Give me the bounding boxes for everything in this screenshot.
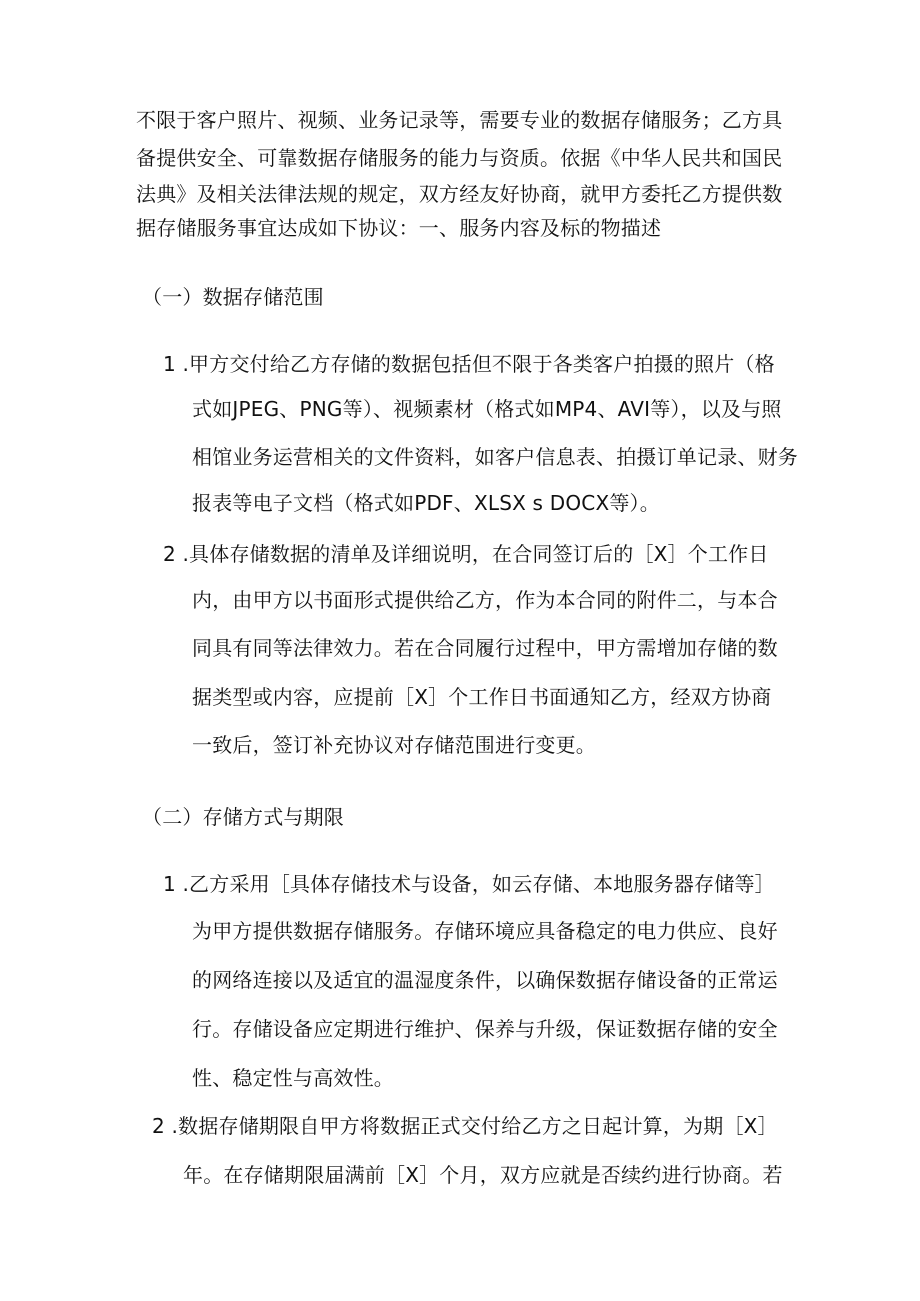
section-1-heading: （一）数据存储范围 xyxy=(142,285,324,309)
section-2-item-1-line-2: 为甲方提供数据存储服务。存储环境应具备稳定的电力供应、良好 xyxy=(192,919,778,943)
section-1-item-2-line-5: 一致后，签订补充协议对存储范围进行变更。 xyxy=(192,733,596,757)
section-1-item-1-line-4: 报表等电子文档（格式如PDF、XLSX s DOCX等）。 xyxy=(192,491,660,515)
section-2-item-2-line-2: 年。在存储期限届满前［X］个月，双方应就是否续约进行协商。若 xyxy=(183,1163,783,1187)
section-1-item-1-line-2: 式如JPEG、PNG等）、视频素材（格式如MP4、AVI等），以及与照 xyxy=(192,397,782,421)
section-2-item-1-line-4: 行。存储设备应定期进行维护、保养与升级，保证数据存储的安全 xyxy=(192,1017,778,1041)
intro-line-3: 法典》及相关法律法规的规定，双方经友好协商，就甲方委托乙方提供数 xyxy=(136,182,783,206)
section-1-item-1-line-1: 1 .甲方交付给乙方存储的数据包括但不限于各类客户拍摄的照片（格 xyxy=(163,352,775,376)
section-2-item-2-line-1: 2 .数据存储期限自甲方将数据正式交付给乙方之日起计算，为期［X］ xyxy=(152,1114,778,1138)
section-1-item-2-line-3: 同具有同等法律效力。若在合同履行过程中，甲方需增加存储的数 xyxy=(192,636,778,660)
section-1-item-2-line-4: 据类型或内容，应提前［X］个工作日书面通知乙方，经双方协商 xyxy=(192,685,772,709)
section-2-item-1-line-3: 的网络连接以及适宜的温湿度条件，以确保数据存储设备的正常运 xyxy=(192,968,778,992)
intro-line-4: 据存储服务事宜达成如下协议：一、服务内容及标的物描述 xyxy=(136,216,662,240)
intro-line-1: 不限于客户照片、视频、业务记录等，需要专业的数据存储服务；乙方具 xyxy=(136,108,783,132)
section-2-item-1-line-1: 1 .乙方采用［具体存储技术与设备，如云存储、本地服务器存储等］ xyxy=(163,872,775,896)
section-1-item-2-line-2: 内，由甲方以书面形式提供给乙方，作为本合同的附件二，与本合 xyxy=(192,588,778,612)
section-1-item-1-line-3: 相馆业务运营相关的文件资料，如客户信息表、拍摄订单记录、财务 xyxy=(192,445,798,469)
section-2-item-1-line-5: 性、稳定性与高效性。 xyxy=(192,1066,394,1090)
section-2-heading: （二）存储方式与期限 xyxy=(142,805,344,829)
intro-line-2: 备提供安全、可靠数据存储服务的能力与资质。依据《中华人民共和国民 xyxy=(136,146,783,170)
section-1-item-2-line-1: 2 .具体存储数据的清单及详细说明，在合同签订后的［X］个工作日 xyxy=(163,542,769,566)
